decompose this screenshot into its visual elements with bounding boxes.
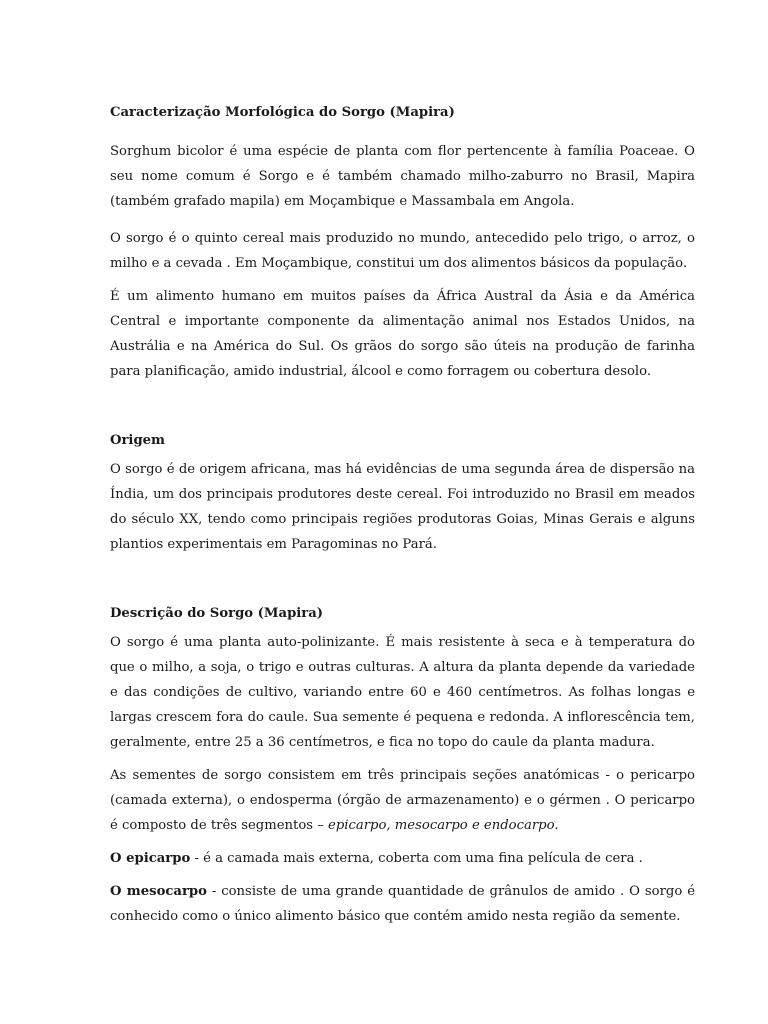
descricao-paragraph-1: O sorgo é uma planta auto-polinizante. É mais resistente à seca e à temperatura do que o milho, a soja, o trigo e outras culturas. A altura da planta depende da variedade e das condições de cultivo, variando entre 60 e 460 centímetros. As folhas longas e largas crescem fora do caule. Sua semente é pequena e redonda. A inflorescência tem, geralmente, entre 25 a 36 centímetros, e fica no topo do caule da planta madura. <box>110 635 695 750</box>
epicarpo-paragraph <box>110 846 695 871</box>
descricao-paragraph-2-text: As sementes de sorgo consistem em três principais seções anatómicas - o pericarpo (camada externa), o endosperma (órgão de armazenamento) e o gérmen . O pericarpo é composto de três segmentos – <box>110 768 695 833</box>
origem-paragraph: O sorgo é de origem africana, mas há evidências de uma segunda área de dispersão na Índia, um dos principais produtores deste cereal. Foi introduzido no Brasil em meados do século XX, tendo como principais regiões produtoras Goias, Minas Gerais e alguns plantios experimentais em Paragominas no Pará. <box>110 462 695 552</box>
descricao-paragraph-2 <box>110 763 695 838</box>
intro-paragraph-3: É um alimento humano em muitos países da África Austral da Ásia e da América Central e importante componente da alimentação animal nos Estados Unidos, na Austrália e na América do Sul. Os grãos do sorgo são úteis na produção de farinha para planificação, amido industrial, álcool e como forragem ou cobertura desolo. <box>110 289 695 379</box>
section-heading-descricao: Descrição do Sorgo (Mapira) <box>110 606 324 621</box>
intro-paragraph-2: O sorgo é o quinto cereal mais produzido no mundo, antecedido pelo trigo, o arroz, o milho e a cevada . Em Moçambique, constitui um dos alimentos básicos da população. <box>110 231 695 271</box>
mesocarpo-text: - consiste de uma grande quantidade de grânulos de amido . O sorgo é conhecido como o único alimento básico que contém amido nesta região da semente. <box>110 884 695 924</box>
intro-paragraph-1: Sorghum bicolor é uma espécie de planta com flor pertencente à família Poaceae. O seu nome comum é Sorgo e é também chamado milho-zaburro no Brasil, Mapira (também grafado mapila) em Moçambique e Massambala em Angola. <box>110 144 695 209</box>
epicarpo-text: - é a camada mais externa, coberta com uma fina película de cera . <box>190 851 643 866</box>
mesocarpo-term: O mesocarpo <box>110 884 207 899</box>
document-page <box>110 96 695 929</box>
epicarpo-term: O epicarpo <box>110 851 191 866</box>
mesocarpo-paragraph <box>110 879 695 929</box>
descricao-paragraph-2-italic: epicarpo, mesocarpo e endocarpo. <box>328 818 559 833</box>
section-heading-origem: Origem <box>110 433 166 448</box>
document-title: Caracterização Morfológica do Sorgo (Mapira) <box>110 105 455 120</box>
